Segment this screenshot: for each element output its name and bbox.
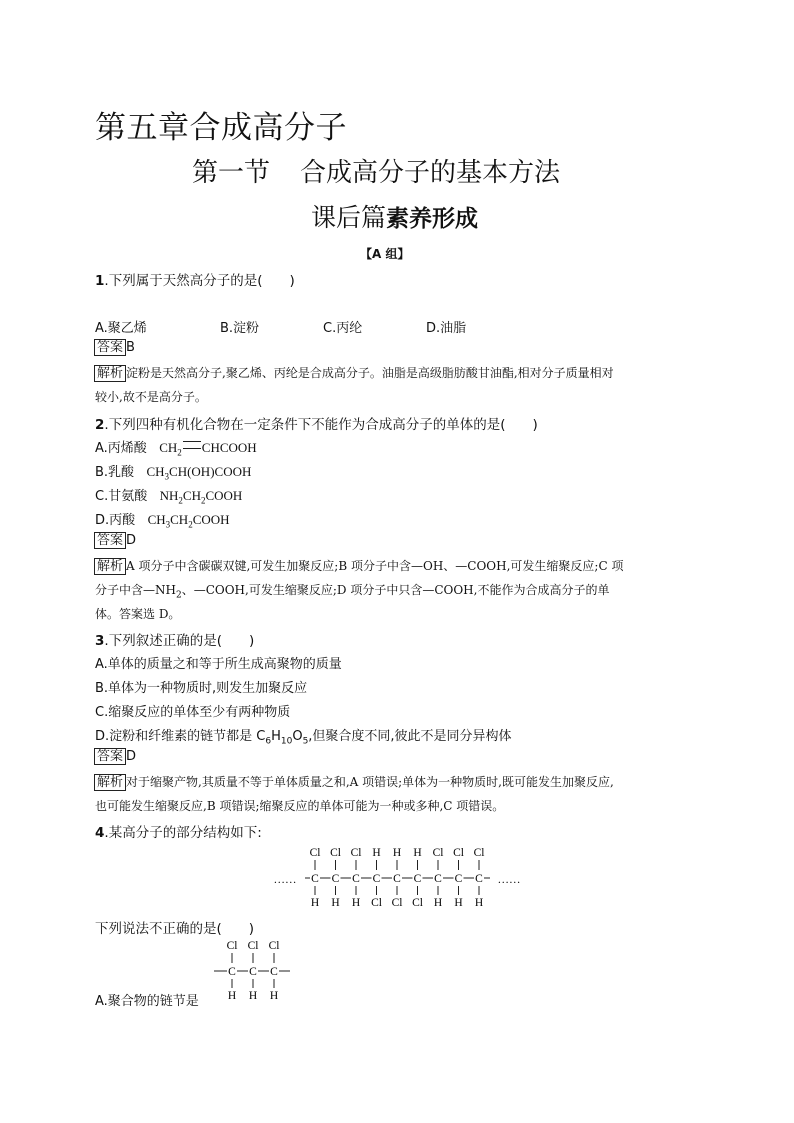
carbon-atom: C [352,873,360,885]
q4-option-a: A.聚合物的链节是 [95,994,199,1009]
q2-option-b: B.乳酸 $CH_3CH(OH)COOH$ [95,464,252,482]
subsection-title [311,198,478,234]
carbon-atom: C [228,966,236,978]
substituent-bottom: H [310,897,320,909]
substituent-bottom: H [474,897,484,909]
substituent-bottom: H [433,897,443,909]
substituent-bottom: Cl [371,897,382,909]
substituent-top: H [413,847,422,859]
carbon-atom: C [393,873,401,885]
q1-analysis-line-1: 解析 淀粉是天然高分子,聚乙烯、丙纶是合成高分子。油脂是高级脂肪酸甘油酯,相对分子质量相对 [94,364,614,382]
section-name: 合成高分子的基本方法 [300,158,561,188]
chain-end-left: …… [273,874,297,886]
analysis-tag: 解析 [94,774,126,791]
q3-option-d: D.淀粉和纤维素的链节都是 $C_6H_{10}O_5$,但聚合度不同,彼此不是同分异构体 [95,729,512,747]
substituent-top: H [392,847,402,859]
subsection-bold: 素养形成 [386,206,479,232]
q1-option-c: C.丙纶 [323,321,363,336]
question-2-stem [95,413,538,433]
question-2-text: .下列四种有机化合物在一定条件下不能作为合成高分子的单体的是( ) [104,417,538,433]
q2-analysis-line-2: 分子中含$—NH_2$、—COOH,可发生缩聚反应;D 项分子中只含—COOH,不能作为合成高分子的单 [95,583,610,601]
q3-answer [94,748,136,765]
carbon-atom: C [311,873,319,885]
q1-answer-value: B [126,340,135,355]
question-3-text: .下列叙述正确的是( ) [104,633,255,649]
substituent-top: Cl [473,847,485,859]
q1-option-a: A.聚乙烯 [95,321,147,336]
section-title [192,152,560,189]
q1-option-d: D.油脂 [426,321,467,336]
substituent-top: Cl [309,847,321,859]
answer-tag: 答案 [94,532,126,549]
substituent-bottom: H [248,990,258,1002]
substituent-bottom: H [351,897,361,909]
chapter-title: 第五章合成高分子 [95,110,347,146]
answer-tag: 答案 [94,339,126,356]
substituent-top: Cl [247,940,259,952]
carbon-atom: C [454,873,463,885]
q3-analysis-line-1: 解析 对于缩聚产物,其质量不等于单体质量之和,A 项错误;单体为一种物质时,既可能发生加聚反应, [94,773,614,791]
q2-option-d: D.丙酸 $CH_3CH_2COOH$ [95,512,230,530]
question-1-stem [95,269,295,289]
q2-analysis-line-1: 解析 A 项分子中含碳碳双键,可发生加聚反应;B 项分子中含—OH、—COOH,可发生缩聚反应;C 项 [94,557,623,575]
substituent-bottom: H [227,990,237,1002]
q3-answer-value: D [126,749,137,764]
section-number: 第一节 [192,158,271,188]
subsection-normal: 课后篇 [311,203,387,232]
carbon-atom: C [413,873,422,885]
question-3-stem [95,629,254,649]
formula-acrylic-acid: $CH_2$ CHCOOH [159,440,257,458]
substituent-top: H [372,847,381,859]
chain-end-right: …… [497,874,521,886]
q2-answer-value: D [126,533,137,548]
substituent-bottom: H [331,897,340,909]
q2-answer [94,532,136,549]
q3-option-b: B.单体为一种物质时,则发生加聚反应 [95,681,308,696]
substituent-top: Cl [268,940,280,952]
answer-tag: 答案 [94,748,126,765]
q4-question: 下列说法不正确的是( ) [95,921,255,937]
carbon-atom: C [249,966,257,978]
double-bond [183,441,201,449]
substituent-top: Cl [350,847,362,859]
question-4-number: 4 [95,825,105,841]
substituent-top: Cl [226,940,238,952]
q1-analysis-line-2: 较小,故不是高分子。 [95,390,207,404]
group-label: 【A 组】 [360,247,410,261]
repeat-unit-structure [210,935,295,1005]
carbon-atom: C [331,873,340,885]
formula-propanoic-acid: $CH_3CH_2COOH$ [147,512,230,530]
formula-glycine: $NH_2CH_2COOH$ [159,488,243,506]
question-2-number: 2 [95,417,105,433]
carbon-atom: C [434,873,442,885]
substituent-top: Cl [330,847,341,859]
substituent-bottom: Cl [412,897,423,909]
question-1-number: 1 [95,273,105,289]
substituent-top: Cl [453,847,464,859]
question-3-number: 3 [95,633,105,649]
substituent-bottom: Cl [391,897,403,909]
substituent-bottom: H [269,990,279,1002]
polymer-chain-structure [268,842,528,912]
carbon-atom: C [270,966,278,978]
analysis-tag: 解析 [94,365,126,382]
q3-option-a: A.单体的质量之和等于所生成高聚物的质量 [95,657,342,672]
q1-answer [94,339,135,356]
q1-option-b: B.淀粉 [220,321,260,336]
question-4-stem [95,821,262,841]
carbon-atom: C [475,873,483,885]
q2-analysis-line-3: 体。答案选 D。 [95,607,181,621]
question-1-text: .下列属于天然高分子的是( ) [104,273,295,289]
carbon-atom: C [372,873,381,885]
q3-option-c: C.缩聚反应的单体至少有两种物质 [95,705,291,720]
question-4-text: .某高分子的部分结构如下: [104,825,262,841]
analysis-tag: 解析 [94,558,126,575]
q2-option-a: A.丙烯酸 $CH_2$ CHCOOH [95,440,257,458]
q2-option-c: C.甘氨酸 $NH_2CH_2COOH$ [95,488,243,506]
substituent-bottom: H [454,897,463,909]
substituent-top: Cl [432,847,444,859]
formula-lactic-acid: $CH_3CH(OH)COOH$ [146,464,252,482]
q3-analysis-line-2: 也可能发生缩聚反应,B 项错误;缩聚反应的单体可能为一种或多种,C 项错误。 [95,799,505,813]
